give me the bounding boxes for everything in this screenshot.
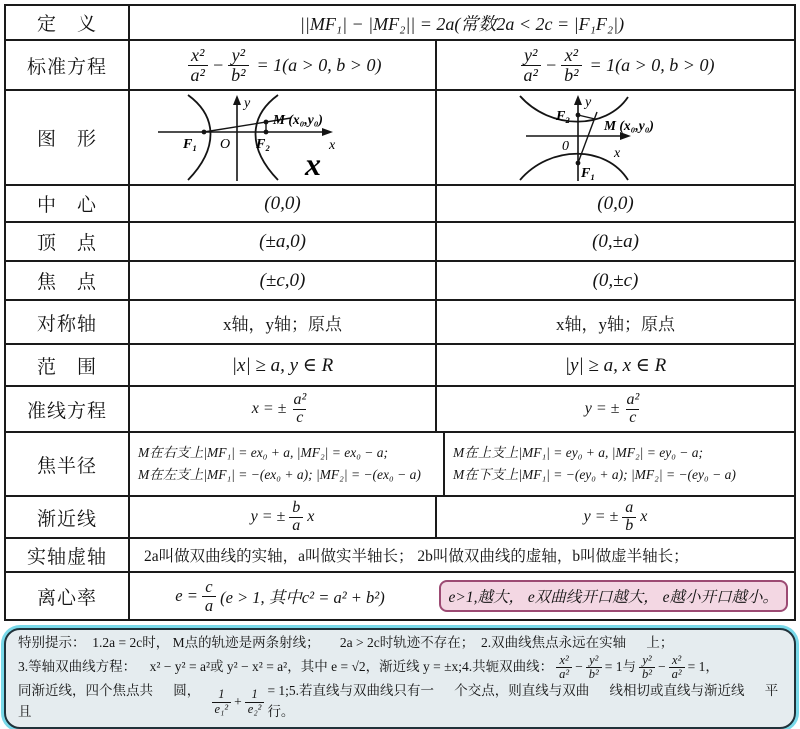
- frac-den: b²: [639, 667, 655, 681]
- frac-num: y²: [524, 44, 538, 65]
- formula-prefix: y = ±: [584, 400, 620, 417]
- vertices-left-value: (±a,0): [128, 223, 435, 260]
- fraction: [228, 46, 248, 85]
- frac-num: y²: [589, 652, 599, 667]
- frac-num: x²: [671, 652, 682, 667]
- row-label-range: 范 围: [36, 356, 97, 378]
- focus-f1-label: F₁: [580, 166, 595, 181]
- eccentricity-pink-note: e>1,越大， e双曲线开口越大， e越小开口越小。: [439, 580, 788, 612]
- frac-den: a: [289, 517, 303, 535]
- focal-radius-left-line1: M在右支上|MF₁| = ex₀ + a, |MF₂| = ex₀ − a;: [138, 445, 389, 461]
- point-m: [264, 120, 269, 125]
- origin-label: O: [220, 137, 231, 152]
- standard-equation-y: [435, 41, 794, 89]
- row-label-symmetry-axes: 对称轴: [36, 313, 97, 335]
- origin-label: 0: [561, 139, 569, 154]
- y-axis-arrow: [233, 95, 241, 105]
- vertical-hyperbola-figure: [438, 93, 794, 182]
- equation-tail: = 1(a > 0, b > 0): [256, 54, 382, 75]
- notes-line3-text: 同渐近线，四个焦点共 圆，且: [18, 683, 201, 720]
- axes-lengths-text: 2a叫做双曲线的实轴，a叫做实半轴长； 2b叫做双曲线的虚轴，b叫做虚半轴长；: [128, 539, 794, 571]
- row-label-foci: 焦 点: [36, 272, 97, 293]
- graph-horizontal-hyperbola: [128, 91, 435, 184]
- row-standard-equation: [6, 41, 794, 91]
- frac-den: b²: [586, 667, 602, 681]
- row-definition: [6, 6, 794, 41]
- fraction: [289, 500, 303, 535]
- frac-num: x²: [191, 44, 205, 65]
- center-left-value: (0,0): [128, 186, 435, 221]
- row-vertices: [6, 223, 794, 262]
- focal-radius-right-line2: M在下支上|MF₁| = −(ey₀ + a); |MF₂| = −(ey₀ − a): [453, 467, 736, 482]
- frac-num: x²: [559, 652, 569, 667]
- eccentricity-formula: [130, 578, 430, 614]
- x-axis-label: x: [613, 146, 620, 161]
- frac-num: c: [205, 577, 213, 597]
- frac-den: a²: [556, 667, 572, 681]
- hyperbola-table: [4, 4, 796, 621]
- frac-num: 1: [251, 687, 258, 702]
- lower-branch-curve: [520, 154, 628, 180]
- formula-suffix: x: [307, 508, 315, 525]
- row-label-asymptotes: 渐近线: [36, 508, 97, 530]
- symmetry-right-value: x轴，y轴；原点: [435, 301, 794, 343]
- focus-f2-point: [575, 113, 580, 118]
- range-left-value: |x| ≥ a, y ∈ R: [128, 345, 435, 385]
- frac-num: y²: [642, 652, 652, 667]
- row-graph: [6, 91, 794, 186]
- row-label-center: 中 心: [36, 195, 97, 216]
- frac-num: x²: [564, 44, 578, 65]
- frac-den: c: [293, 409, 306, 427]
- directrix-left-formula: [128, 387, 435, 431]
- row-label-standard-equation: 标准方程: [26, 56, 107, 78]
- frac-num: 1: [218, 687, 225, 702]
- row-axes-lengths: [6, 539, 794, 573]
- minus-sign: −: [544, 54, 558, 75]
- asymptote-right-formula: [435, 497, 794, 537]
- foci-right-value: (0,±c): [435, 262, 794, 299]
- x-axis-arrow: [322, 128, 333, 136]
- row-label-vertices: 顶 点: [36, 233, 97, 254]
- focus-f2-label: F₂: [256, 137, 271, 152]
- focus-f1-point: [202, 130, 207, 135]
- formula-prefix: x = ±: [251, 400, 287, 417]
- big-x-label: x: [305, 146, 321, 182]
- notes-line2-end: = 1，: [687, 659, 719, 675]
- symmetry-left-value: x轴，y轴；原点: [128, 301, 435, 343]
- fraction: [188, 46, 208, 85]
- point-m-label: M (x₀,y₀): [603, 118, 654, 133]
- row-center: [6, 186, 794, 223]
- y-axis-label: y: [244, 96, 251, 111]
- frac-den: e₁²: [212, 702, 232, 716]
- frac-den: c: [626, 409, 639, 427]
- frac-den: b²: [561, 65, 581, 85]
- row-label-focal-radius: 焦半径: [36, 455, 97, 477]
- formula-prefix: y = ±: [250, 508, 286, 525]
- row-foci: [6, 262, 794, 301]
- minus-sign: −: [575, 659, 583, 675]
- directrix-right-formula: [435, 387, 794, 431]
- eccentricity-content: [128, 573, 794, 619]
- fraction: [245, 688, 265, 715]
- row-label-graph: 图 形: [36, 129, 97, 150]
- frac-num: a²: [626, 390, 640, 408]
- notes-line2-text: 3.等轴双曲线方程： x² − y² = a²或 y² − x² = a²，其中 e = √2，渐近线 y = ±x;4.共轭双曲线：: [18, 659, 554, 675]
- fraction: [521, 46, 541, 85]
- fraction: [202, 578, 216, 614]
- asymptote-left-formula: [128, 497, 435, 537]
- row-directrix: [6, 387, 794, 433]
- frac-num: y²: [231, 44, 245, 65]
- row-eccentricity: [6, 573, 794, 619]
- notes-line-1: 特别提示： 1.2a = 2c时， M点的轨迹是两条射线； 2a > 2c时轨迹不存在； 2.双曲线焦点永远在实轴 上；: [18, 635, 674, 650]
- notes-line3-end: = 1;5.若直线与双曲线只有一 个交点，则直线与双曲 线相切或直线与渐近线 平行。: [267, 683, 779, 720]
- frac-den: b²: [228, 65, 248, 85]
- fraction: [561, 46, 581, 85]
- foci-left-value: (±c,0): [128, 262, 435, 299]
- frac-den: a²: [188, 65, 208, 85]
- frac-den: b: [622, 517, 636, 535]
- definition-formula: ||MF₁| − |MF₂|| = 2a(常数2a < 2c = |F₁F₂|): [128, 6, 794, 39]
- focus-f1-point: [575, 161, 580, 166]
- focal-radius-right-line1: M在上支上|MF₁| = ey₀ + a, |MF₂| = ey₀ − a;: [453, 445, 704, 461]
- focus-f2-point: [264, 130, 269, 135]
- focal-radius-right: [443, 433, 794, 495]
- focal-radius-left: [128, 433, 443, 495]
- formula-prefix: e =: [175, 586, 198, 605]
- focus-f2-label: F₂: [555, 109, 570, 124]
- frac-den: a²: [669, 667, 685, 681]
- x-axis-label: x: [329, 138, 336, 153]
- plus-sign: +: [234, 693, 242, 709]
- equation-tail: = 1(a > 0, b > 0): [589, 54, 715, 75]
- notes-line-3: [18, 681, 782, 723]
- row-label-definition: 定 义: [36, 14, 97, 35]
- focal-radius-left-line2: M在左支上|MF₁| = −(ex₀ + a); |MF₂| = −(ex₀ − a): [138, 467, 421, 482]
- vertices-right-value: (0,±a): [435, 223, 794, 260]
- formula-prefix: y = ±: [583, 508, 619, 525]
- row-asymptotes: [6, 497, 794, 539]
- notes-line2-mid: = 1与: [604, 659, 637, 675]
- focus-f1-label: F₁: [183, 137, 198, 152]
- formula-suffix: x: [640, 508, 648, 525]
- point-m-label: M (x₀,y₀): [273, 112, 323, 127]
- special-notes-box: [4, 628, 796, 729]
- frac-den: a: [202, 596, 216, 614]
- row-label-axes-lengths: 实轴虚轴: [26, 546, 107, 568]
- fraction: [212, 688, 232, 715]
- minus-sign: −: [211, 54, 225, 75]
- row-label-eccentricity: 离心率: [36, 587, 97, 609]
- minus-sign: −: [658, 659, 666, 675]
- frac-den: e₂²: [245, 702, 265, 716]
- hyperbola-reference-page: [4, 4, 796, 729]
- fraction: [623, 392, 642, 427]
- graph-vertical-hyperbola: [435, 91, 794, 184]
- frac-num: b: [292, 498, 301, 516]
- row-focal-radius: [6, 433, 794, 497]
- row-range: [6, 345, 794, 387]
- frac-num: a²: [293, 390, 307, 408]
- row-label-directrix: 准线方程: [26, 400, 107, 422]
- y-axis-arrow: [574, 95, 582, 105]
- horizontal-hyperbola-figure: [130, 93, 435, 182]
- center-right-value: (0,0): [435, 186, 794, 221]
- frac-den: a²: [521, 65, 541, 85]
- range-right-value: |y| ≥ a, x ∈ R: [435, 345, 794, 385]
- x-axis-arrow: [620, 132, 631, 140]
- y-axis-label: y: [584, 95, 591, 110]
- standard-equation-x: [128, 41, 435, 89]
- frac-num: a: [625, 498, 634, 516]
- fraction: [290, 392, 309, 427]
- fraction: [622, 500, 636, 535]
- focal-segment: [578, 115, 595, 119]
- formula-suffix: (e > 1, 其中c² = a² + b²): [220, 588, 385, 607]
- row-symmetry-axes: [6, 301, 794, 345]
